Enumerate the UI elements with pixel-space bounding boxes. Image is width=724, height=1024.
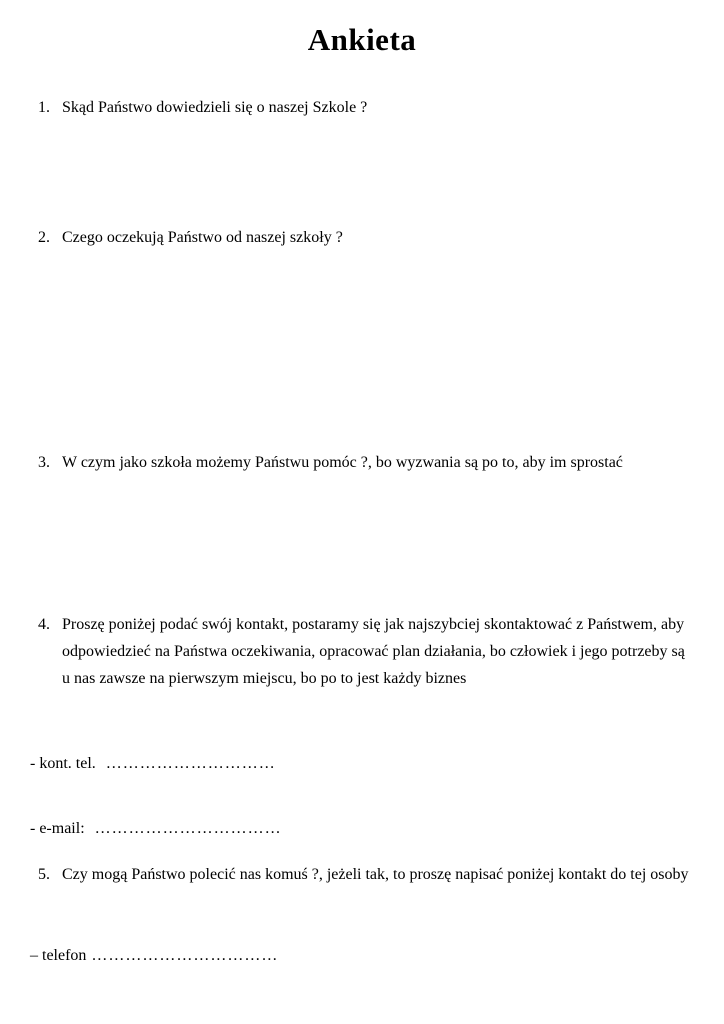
question-2-text: Czego oczekują Państwo od naszej szkoły ? xyxy=(62,229,343,246)
question-4 xyxy=(38,616,685,697)
question-4-number: 4. xyxy=(38,616,50,633)
question-2 xyxy=(38,229,343,247)
page-title: Ankieta xyxy=(307,22,417,57)
question-3-text: W czym jako szkoła możemy Państwu pomóc ?, bo wyzwania są po to, aby im sprostać xyxy=(62,454,623,471)
referral-phone-label: – telefon xyxy=(30,947,87,964)
contact-line-referral-phone xyxy=(14,929,278,983)
question-5-text: Czy mogą Państwo polecić nas komuś ?, jeżeli tak, to proszę napisać poniżej kontakt do tej osoby xyxy=(62,866,689,883)
question-3 xyxy=(38,454,623,472)
question-5-number: 5. xyxy=(38,866,50,883)
question-4-line-3: u nas zawsze na pierwszym miejscu, bo po to jest każdy biznes xyxy=(62,670,467,687)
question-1 xyxy=(38,99,367,117)
contact-email-fill-in-dots: …………………………… xyxy=(84,820,282,837)
question-4-line-2: odpowiedzieć na Państwa oczekiwania, opracować plan działania, bo człowiek i jego potrzeby są xyxy=(62,643,685,660)
contact-email-label: - e-mail: xyxy=(30,820,85,837)
question-2-number: 2. xyxy=(38,229,50,246)
contact-line-email xyxy=(14,802,282,856)
question-1-number: 1. xyxy=(38,99,50,116)
question-1-text: Skąd Państwo dowiedzieli się o naszej Szkole ? xyxy=(62,99,368,116)
contact-line-phone xyxy=(14,737,276,791)
contact-phone-fill-in-dots: ………………………… xyxy=(95,755,276,772)
question-3-number: 3. xyxy=(38,454,50,471)
referral-phone-fill-in-dots: …………………………… xyxy=(86,947,279,964)
question-5 xyxy=(38,866,689,884)
question-4-text xyxy=(62,616,685,697)
question-4-line-1: Proszę poniżej podać swój kontakt, postaramy się jak najszybciej skontaktować z Państwem, aby xyxy=(62,616,685,633)
contact-phone-label: - kont. tel. xyxy=(30,755,96,772)
